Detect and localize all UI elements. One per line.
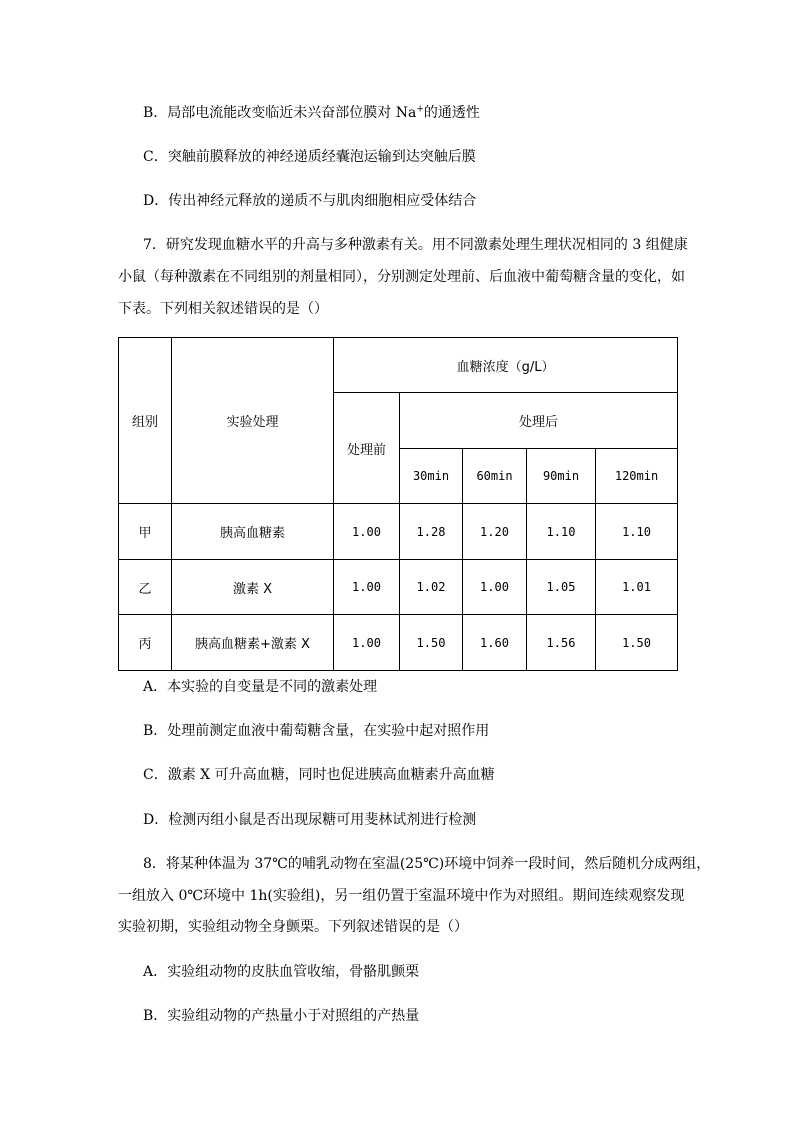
q7-stem-line-2: 小鼠（每种激素在不同组别的剂量相同），分别测定处理前、后血液中葡萄糖含量的变化，如 (118, 269, 685, 285)
header-time: 90min (527, 449, 596, 504)
header-before: 处理前 (334, 393, 400, 504)
cell-value: 1.00 (334, 504, 400, 560)
q7-stem-line-1: 7．研究发现血糖水平的升高与多种激素有关。用不同激素处理生理状况相同的 3 组健康 (143, 237, 688, 253)
cell-value: 1.50 (596, 615, 678, 671)
cell-value: 1.00 (334, 615, 400, 671)
q7-option-c: C．激素 X 可升高血糖，同时也促进胰高血糖素升高血糖 (143, 767, 495, 783)
cell-group: 丙 (119, 615, 172, 671)
header-time: 60min (463, 449, 527, 504)
cell-value: 1.60 (463, 615, 527, 671)
cell-value: 1.20 (463, 504, 527, 560)
q8-stem-line-3: 实验初期，实验组动物全身颤栗。下列叙述错误的是（） (118, 919, 468, 935)
cell-value: 1.10 (527, 504, 596, 560)
header-treatment: 实验处理 (172, 338, 334, 504)
header-glucose: 血糖浓度（g/L） (334, 338, 678, 393)
header-time: 30min (400, 449, 463, 504)
na-charge-superscript: + (416, 104, 424, 115)
cell-treatment: 激素 X (172, 560, 334, 615)
table-row (119, 615, 678, 671)
cell-value: 1.50 (400, 615, 463, 671)
cell-value: 1.00 (334, 560, 400, 615)
cell-value: 1.10 (596, 504, 678, 560)
cell-value: 1.00 (463, 560, 527, 615)
glucose-table (118, 337, 678, 671)
header-group: 组别 (119, 338, 172, 504)
q6-option-b-tail: 的通透性 (423, 105, 480, 121)
cell-value: 1.28 (400, 504, 463, 560)
cell-treatment: 胰高血糖素 (172, 504, 334, 560)
cell-value: 1.05 (527, 560, 596, 615)
cell-treatment: 胰高血糖素+激素 X (172, 615, 334, 671)
q7-option-b: B．处理前测定血液中葡萄糖含量，在实验中起对照作用 (143, 723, 490, 739)
cell-group: 甲 (119, 504, 172, 560)
table-row (119, 504, 678, 560)
q6-option-d: D．传出神经元释放的递质不与肌肉细胞相应受体结合 (143, 193, 477, 209)
cell-group: 乙 (119, 560, 172, 615)
cell-value: 1.56 (527, 615, 596, 671)
q7-option-a: A．本实验的自变量是不同的激素处理 (143, 679, 378, 695)
q7-stem-line-3: 下表。下列相关叙述错误的是（） (118, 301, 328, 317)
q8-option-a: A．实验组动物的皮肤血管收缩，骨骼肌颤栗 (143, 964, 420, 980)
cell-value: 1.01 (596, 560, 678, 615)
table-row (119, 560, 678, 615)
q8-stem-line-1: 8．将某种体温为 37℃的哺乳动物在室温(25℃)环境中饲养一段时间，然后随机分成两组， (143, 856, 711, 872)
q8-stem-line-2: 一组放入 0℃环境中 1h(实验组)，另一组仍置于室温环境中作为对照组。期间连续观察发现 (118, 888, 685, 904)
header-after: 处理后 (400, 393, 678, 449)
q6-option-b-text: B．局部电流能改变临近未兴奋部位膜对 Na (143, 105, 417, 121)
header-time: 120min (596, 449, 678, 504)
q6-option-c: C．突触前膜释放的神经递质经囊泡运输到达突触后膜 (143, 149, 476, 165)
q6-option-b (143, 103, 480, 123)
cell-value: 1.02 (400, 560, 463, 615)
q8-option-b: B．实验组动物的产热量小于对照组的产热量 (143, 1008, 420, 1024)
q7-option-d: D．检测丙组小鼠是否出现尿糖可用斐林试剂进行检测 (143, 812, 477, 828)
